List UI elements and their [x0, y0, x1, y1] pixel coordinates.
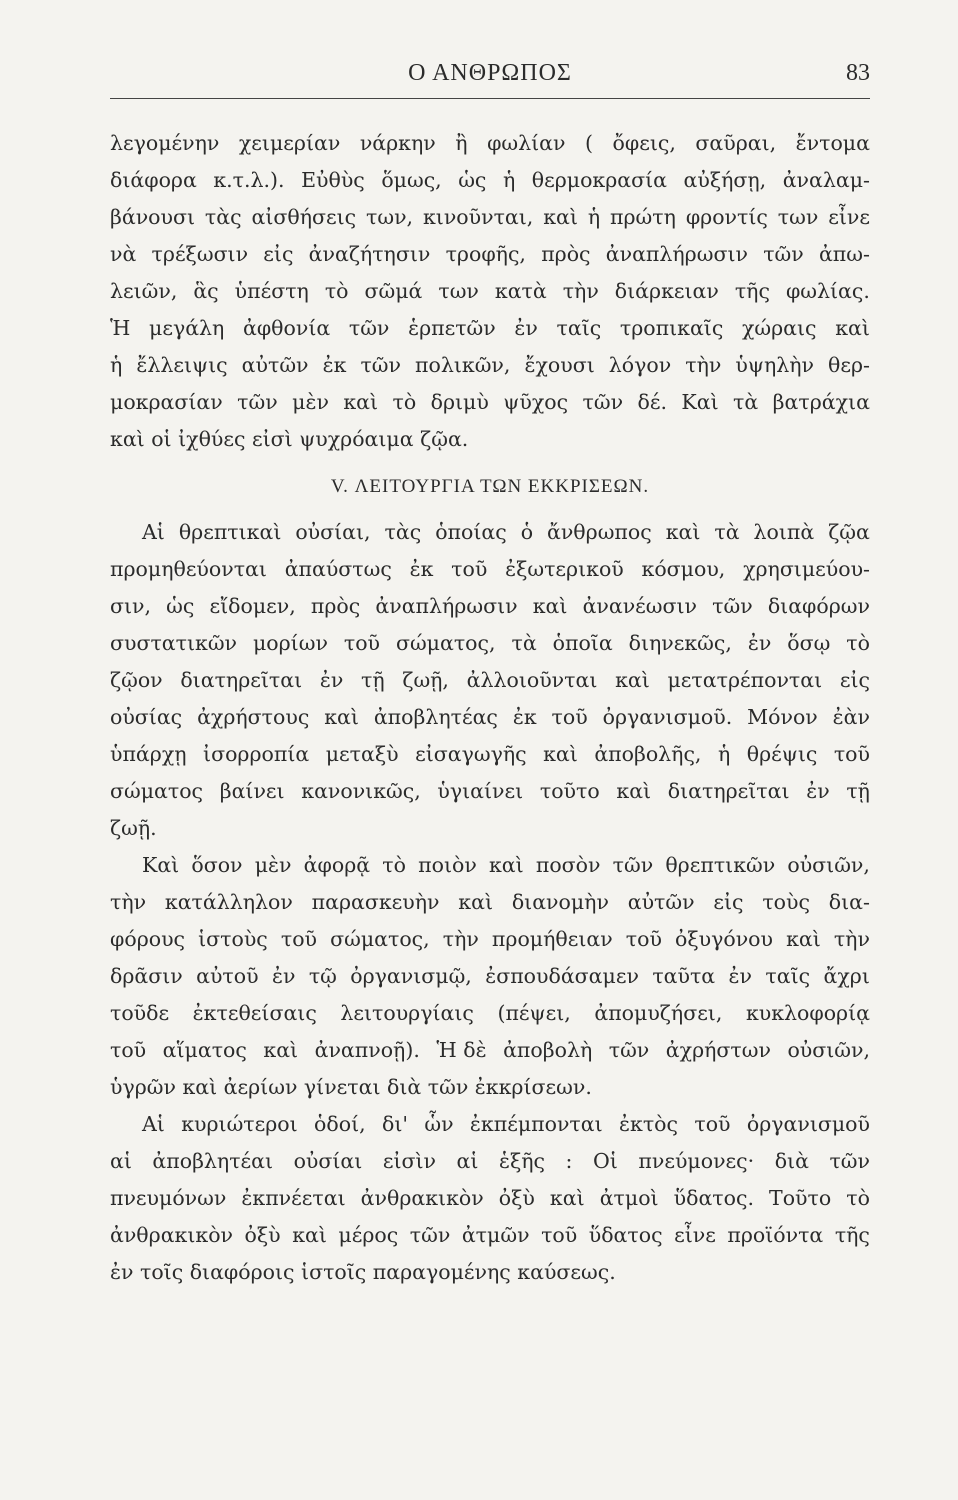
word: ἡ [502, 168, 516, 192]
word: ἀνανέωσιν [582, 594, 698, 618]
word: θρέψις [746, 742, 818, 766]
word: λειτουργίαις [340, 1001, 474, 1025]
word: ἄνθρωπος [547, 520, 652, 544]
word: σαῦραι, [695, 131, 777, 155]
text-line [110, 199, 870, 236]
word: ποσὸν [535, 853, 601, 877]
word: καὶ [263, 1038, 299, 1062]
word: ὅσῳ [787, 631, 831, 655]
word: διατηρεῖται [180, 668, 303, 692]
text-line [110, 347, 870, 384]
word: διὰ [774, 1149, 809, 1173]
word: ἀχρήστων [665, 1038, 771, 1062]
word: εἶνε [828, 205, 870, 229]
word: νὰ [110, 242, 137, 266]
word: νάρκην [359, 131, 436, 155]
word: λοιπὰ [753, 520, 815, 544]
word: ἐὰν [832, 705, 870, 729]
word: φωλίας. [785, 279, 870, 303]
word: αὐτῶν [627, 890, 695, 914]
word: ὅμως, [381, 168, 442, 192]
word: ἱστοὺς [198, 927, 268, 951]
word: θερμοκρασία [531, 168, 668, 192]
word: λειῶν, [110, 279, 178, 303]
word: ἀποβλητέας [373, 705, 498, 729]
word: τοῦ [694, 1112, 731, 1136]
word: σιν, [110, 594, 152, 618]
word: κανονικῶς, [301, 779, 421, 803]
word: τοῦδε [110, 1001, 170, 1025]
word: καὶ οἱ ἰχθύες εἰσὶ ψυχρόαιμα ζῷα. [110, 427, 469, 451]
text-line [110, 273, 870, 310]
word: ἀποβολὴ [503, 1038, 593, 1062]
word: καὶ [532, 594, 568, 618]
word: Εὐθὺς [301, 168, 365, 192]
word: διηνεκῶς, [628, 631, 732, 655]
word: διάφορα [110, 168, 197, 192]
word: Οἱ [593, 1149, 618, 1173]
word: ἃς [193, 279, 219, 303]
word: τῆς [834, 1223, 870, 1247]
word: ἐκ [512, 705, 537, 729]
word: καὶ [324, 705, 359, 729]
word: κινοῦνται, [422, 205, 534, 229]
word: ἀτμῶν [461, 1223, 530, 1247]
word: ἡ [587, 205, 601, 229]
word: αἵματος [162, 1038, 247, 1062]
word: καὶ [786, 927, 821, 951]
word: ἀπω- [818, 242, 870, 266]
word: μοκρασίαν [110, 390, 223, 414]
word: ἐν [728, 964, 753, 988]
word: ἐκτεθείσαις [192, 1001, 317, 1025]
text-line [110, 125, 870, 162]
word: ὁποῖα [552, 631, 613, 655]
word: Μόνον [747, 705, 818, 729]
word: ἀναζήτησιν [308, 242, 431, 266]
word: χειμερίαν [238, 131, 341, 155]
text-line [110, 736, 870, 773]
word: ἡ [110, 353, 123, 377]
word: τῆς [734, 279, 770, 303]
word: ἀφορᾷ [303, 853, 371, 877]
word: καὶ [488, 853, 524, 877]
word: ἀτμοὶ [599, 1186, 659, 1210]
word: σῶμά [364, 279, 423, 303]
word: τῶν [237, 390, 278, 414]
page-body [110, 125, 870, 1291]
word: παρασκευὴν [311, 890, 440, 914]
word: Αἱ [142, 520, 165, 544]
word: δριμὺ [430, 390, 489, 414]
word: Ἡ [110, 316, 131, 340]
text-line [110, 1254, 870, 1291]
word: προϊόντα [727, 1223, 824, 1247]
word: λόγον [608, 353, 672, 377]
word: Τοῦτο [769, 1186, 832, 1210]
word: εἰς [839, 668, 870, 692]
text-line [110, 625, 870, 662]
word: μεταξὺ [325, 742, 399, 766]
word: ἀπομυζήσει, [594, 1001, 723, 1025]
word: ἔχουσι [524, 353, 595, 377]
word: ἀνθρακικὸν [360, 1186, 484, 1210]
word: κατὰ [494, 279, 547, 303]
word: ὑγρῶν καὶ ἀερίων γίνεται διὰ τῶν ἐκκρίσεων. [110, 1075, 592, 1099]
text-line [110, 1032, 870, 1069]
word: τὰς [204, 205, 242, 229]
word: τροφῆς, [445, 242, 526, 266]
word: ὑπέστη [234, 279, 309, 303]
word: καὶ [543, 205, 578, 229]
word: τὸ [382, 853, 406, 877]
word: εἰσαγωγῆς [415, 742, 527, 766]
text-line [110, 236, 870, 273]
word: φροντίς [685, 205, 768, 229]
word: ἀναπλήρωσιν [605, 242, 748, 266]
word: μεγάλη [149, 316, 225, 340]
word: ἐκπνέεται [241, 1186, 346, 1210]
word: προμηθεύονται [110, 557, 267, 581]
word: ἐν [271, 964, 296, 988]
word: ἐν τοῖς διαφόροις ἱστοῖς παραγομένης καύσεως. [110, 1260, 616, 1284]
word: τὴν [562, 279, 599, 303]
word: ἐσπουδάσαμεν [485, 964, 639, 988]
word: ἐν [747, 631, 772, 655]
word: μέρος [338, 1223, 399, 1247]
text-line [110, 662, 870, 699]
word: τοῦτο [539, 779, 600, 803]
word: ἀναπνοῇ). [314, 1038, 420, 1062]
word: ἐκπέμπονται [469, 1112, 603, 1136]
word: δέ. [637, 390, 667, 414]
word: καὶ [543, 742, 578, 766]
word: ὁ [520, 520, 534, 544]
word: χρησιμεύου- [743, 557, 870, 581]
word: ὑψηλὴν [735, 353, 814, 377]
word: Καὶ [681, 390, 719, 414]
word: ἐν [514, 316, 538, 340]
word: αὐτοῦ [196, 964, 259, 988]
word: ὡς [166, 594, 195, 618]
text-line [110, 958, 870, 995]
word: εἰσὶν [382, 1149, 436, 1173]
word: ταῦτα [652, 964, 716, 988]
word: εἰς [263, 242, 294, 266]
text-line [110, 384, 870, 421]
word: των [777, 205, 819, 229]
word: ζῷα [828, 520, 870, 544]
word: πνευμόνων [110, 1186, 227, 1210]
word: ἰσορροπία [203, 742, 310, 766]
word: καὶ [615, 668, 650, 692]
section-title: V. ΛΕΙΤΟΥΡΓΙΑ ΤΩΝ ΕΚΚΡΙΣΕΩΝ. [330, 476, 650, 497]
word: ἀποβλητέαι [152, 1149, 274, 1173]
text-line [110, 1106, 870, 1143]
word: ὁποίας [435, 520, 507, 544]
word: Ἡ δὲ [436, 1038, 487, 1062]
word: αὐξήσῃ, [683, 168, 767, 192]
word: τῶν [712, 594, 753, 618]
word: ὀξὺ [244, 1223, 281, 1247]
word: τῶν [582, 390, 624, 414]
word: ὄφεις, [612, 131, 676, 155]
word: ὀξυγόνου [675, 927, 773, 951]
word: τῶν [409, 1223, 451, 1247]
word: οὐσιῶν, [787, 1038, 870, 1062]
word: εἴδομεν, [209, 594, 296, 618]
word: ζωῇ, [402, 668, 449, 692]
word: αἰσθήσεις [251, 205, 357, 229]
word: οὐσιῶν, [787, 853, 870, 877]
word: μὲν [254, 853, 292, 877]
word: ὀργανισμοῦ [746, 1112, 870, 1136]
paragraph [110, 1106, 870, 1291]
word: ψῦχος [503, 390, 569, 414]
word: ὀξὺ [498, 1186, 535, 1210]
word: ἀποβολῆς, [594, 742, 702, 766]
word: αἱ [110, 1149, 132, 1173]
word: πνεύμονες· [638, 1149, 755, 1173]
word: Αἱ [142, 1112, 165, 1136]
word: πολικῶν, [415, 353, 511, 377]
word: ἀχρήστους [197, 705, 310, 729]
word: ἐκτὸς [619, 1112, 678, 1136]
word: λεγομένην [110, 131, 220, 155]
word: ὕδατος [588, 1223, 663, 1247]
word: ζωῇ. [110, 816, 157, 840]
text-line [110, 773, 870, 810]
word: ἄχρι [823, 964, 870, 988]
word: (πέψει, [497, 1001, 571, 1025]
word: πρώτη [610, 205, 676, 229]
word: διατηρεῖται [667, 779, 790, 803]
word: βατράχια [772, 390, 870, 414]
running-title: Ο ΑΝΘΡΩΠΟΣ [408, 60, 572, 86]
word: τῶν [360, 353, 401, 377]
word: τρέξωσιν [151, 242, 249, 266]
word: θρεπτικῶν [665, 853, 776, 877]
word: ταῖς [765, 964, 811, 988]
word: φωλίαν [487, 131, 566, 155]
word: ταῖς [556, 316, 602, 340]
text-line [110, 1217, 870, 1254]
word: πρὸς [541, 242, 591, 266]
word: ὑγιαίνει [437, 779, 524, 803]
word: εἶνε [674, 1223, 716, 1247]
paragraph [110, 514, 870, 847]
page-number: 83 [846, 60, 870, 86]
text-line [110, 1069, 870, 1106]
word: ὅσον [191, 853, 243, 877]
header-rule [110, 98, 870, 99]
word: θρεπτικαὶ [178, 520, 282, 544]
word: καὶ [665, 520, 701, 544]
paragraph [110, 125, 870, 458]
word: τὴν [833, 927, 870, 951]
page-header [110, 58, 870, 98]
word: ὡς [458, 168, 487, 192]
word: διανομὴν [511, 890, 609, 914]
word: δια- [828, 890, 870, 914]
word: τοῦ [541, 1223, 578, 1247]
word: τὴν [110, 890, 147, 914]
word: : [565, 1149, 573, 1173]
word: δι' [382, 1112, 409, 1136]
word: τῶν [608, 1038, 650, 1062]
word: κυκλοφορίᾳ [745, 1001, 870, 1025]
word: ἡ [717, 742, 731, 766]
word: εἰς [713, 890, 744, 914]
word: καὶ [343, 390, 379, 414]
text-line [110, 810, 870, 847]
word: τῷ [308, 964, 337, 988]
word: ἔντομα [795, 131, 870, 155]
word: τὸ [846, 631, 870, 655]
word: φόρους [110, 927, 186, 951]
word: τὰ [511, 631, 537, 655]
text-line [110, 514, 870, 551]
word: βαίνει [219, 779, 285, 803]
word: ὧν [424, 1112, 454, 1136]
word: σώματος, [395, 631, 496, 655]
word: σώματος [110, 779, 204, 803]
word: τῇ [846, 779, 870, 803]
word: καὶ [458, 890, 493, 914]
text-line [110, 551, 870, 588]
word: ἀνθρακικὸν [110, 1223, 234, 1247]
word: ὕδατος. [673, 1186, 754, 1210]
word: τοῦ [110, 1038, 147, 1062]
word: τοῦ [343, 631, 381, 655]
text-line [110, 588, 870, 625]
word: τοῦ [280, 927, 318, 951]
word: ἢ [455, 131, 468, 155]
word: καὶ [549, 1186, 585, 1210]
word: ὑπάρχῃ [110, 742, 187, 766]
text-line [110, 1143, 870, 1180]
word: ἀφθονία [242, 316, 331, 340]
word: των, [366, 205, 414, 229]
word: ἀναλαμ- [782, 168, 870, 192]
word: ἑρπετῶν [408, 316, 496, 340]
word: τοῦ [833, 742, 870, 766]
text-line [110, 421, 870, 458]
word: ἔλλειψις [136, 353, 228, 377]
paragraph [110, 847, 870, 1106]
word: ἐξωτερικοῦ [505, 557, 624, 581]
word: τὰς [384, 520, 422, 544]
word: ζῷον [110, 668, 163, 692]
word: δρᾶσιν [110, 964, 183, 988]
word: χώραις [741, 316, 817, 340]
word: τῶν [612, 853, 654, 877]
word: ἑξῆς [498, 1149, 546, 1173]
word: τὸ [324, 279, 349, 303]
word: καὶ [292, 1223, 327, 1247]
word: σώματος, [330, 927, 430, 951]
word: τοῦ [625, 927, 662, 951]
word: κ.τ.λ.). [213, 168, 285, 192]
word: αὐτῶν [241, 353, 309, 377]
word: οὐσίαι [293, 1149, 363, 1173]
word: μὲν [292, 390, 329, 414]
word: κατάλληλον [164, 890, 293, 914]
word: οὐσίαι, [295, 520, 371, 544]
word: κυριώτεροι [181, 1112, 298, 1136]
word: καὶ [616, 779, 652, 803]
word: καὶ [835, 316, 870, 340]
word: τροπικαῖς [619, 316, 724, 340]
text-line [110, 162, 870, 199]
word: τὸ [846, 1186, 870, 1210]
word: ἐκ [322, 353, 347, 377]
word: ποιὸν [418, 853, 477, 877]
text-line [110, 699, 870, 736]
word: τὰ [733, 390, 759, 414]
word: τὴν [442, 927, 479, 951]
word: ( [585, 131, 593, 155]
word: τῶν [763, 242, 804, 266]
word: τὰ [714, 520, 740, 544]
word: διάρκειαν [614, 279, 719, 303]
text-line [110, 1180, 870, 1217]
word: θερ- [828, 353, 870, 377]
word: τοὺς [762, 890, 810, 914]
word: ἀναπλήρωσιν [375, 594, 518, 618]
text-line [110, 921, 870, 958]
word: ὀργανισμῷ, [350, 964, 472, 988]
word: οὐσίας [110, 705, 183, 729]
word: μορίων [252, 631, 328, 655]
word: κόσμου, [641, 557, 726, 581]
word: μετατρέπονται [667, 668, 823, 692]
text-line [110, 310, 870, 347]
text-line [110, 995, 870, 1032]
word: ἐν [319, 668, 344, 692]
word: συστατικῶν [110, 631, 238, 655]
word: διαφόρων [767, 594, 870, 618]
word: ὁδοί, [314, 1112, 366, 1136]
word: τῶν [348, 316, 390, 340]
word: προμήθειαν [491, 927, 613, 951]
text-line [110, 884, 870, 921]
word: τῶν [829, 1149, 870, 1173]
word: τὸ [392, 390, 417, 414]
word: ἀλλοιοῦνται [466, 668, 598, 692]
word: των [438, 279, 479, 303]
word: τοῦ [551, 705, 588, 729]
word: τῇ [361, 668, 385, 692]
word: πρὸς [310, 594, 361, 618]
word: ἀπαύστως [284, 557, 392, 581]
word: αἱ [456, 1149, 479, 1173]
word: ἐν [806, 779, 830, 803]
word: τοῦ [451, 557, 488, 581]
word: Καὶ [142, 853, 180, 877]
text-line [110, 847, 870, 884]
word: τὴν [685, 353, 722, 377]
word: ὀργανισμοῦ. [602, 705, 733, 729]
word: βάνουσι [110, 205, 195, 229]
word: ἐκ [409, 557, 434, 581]
